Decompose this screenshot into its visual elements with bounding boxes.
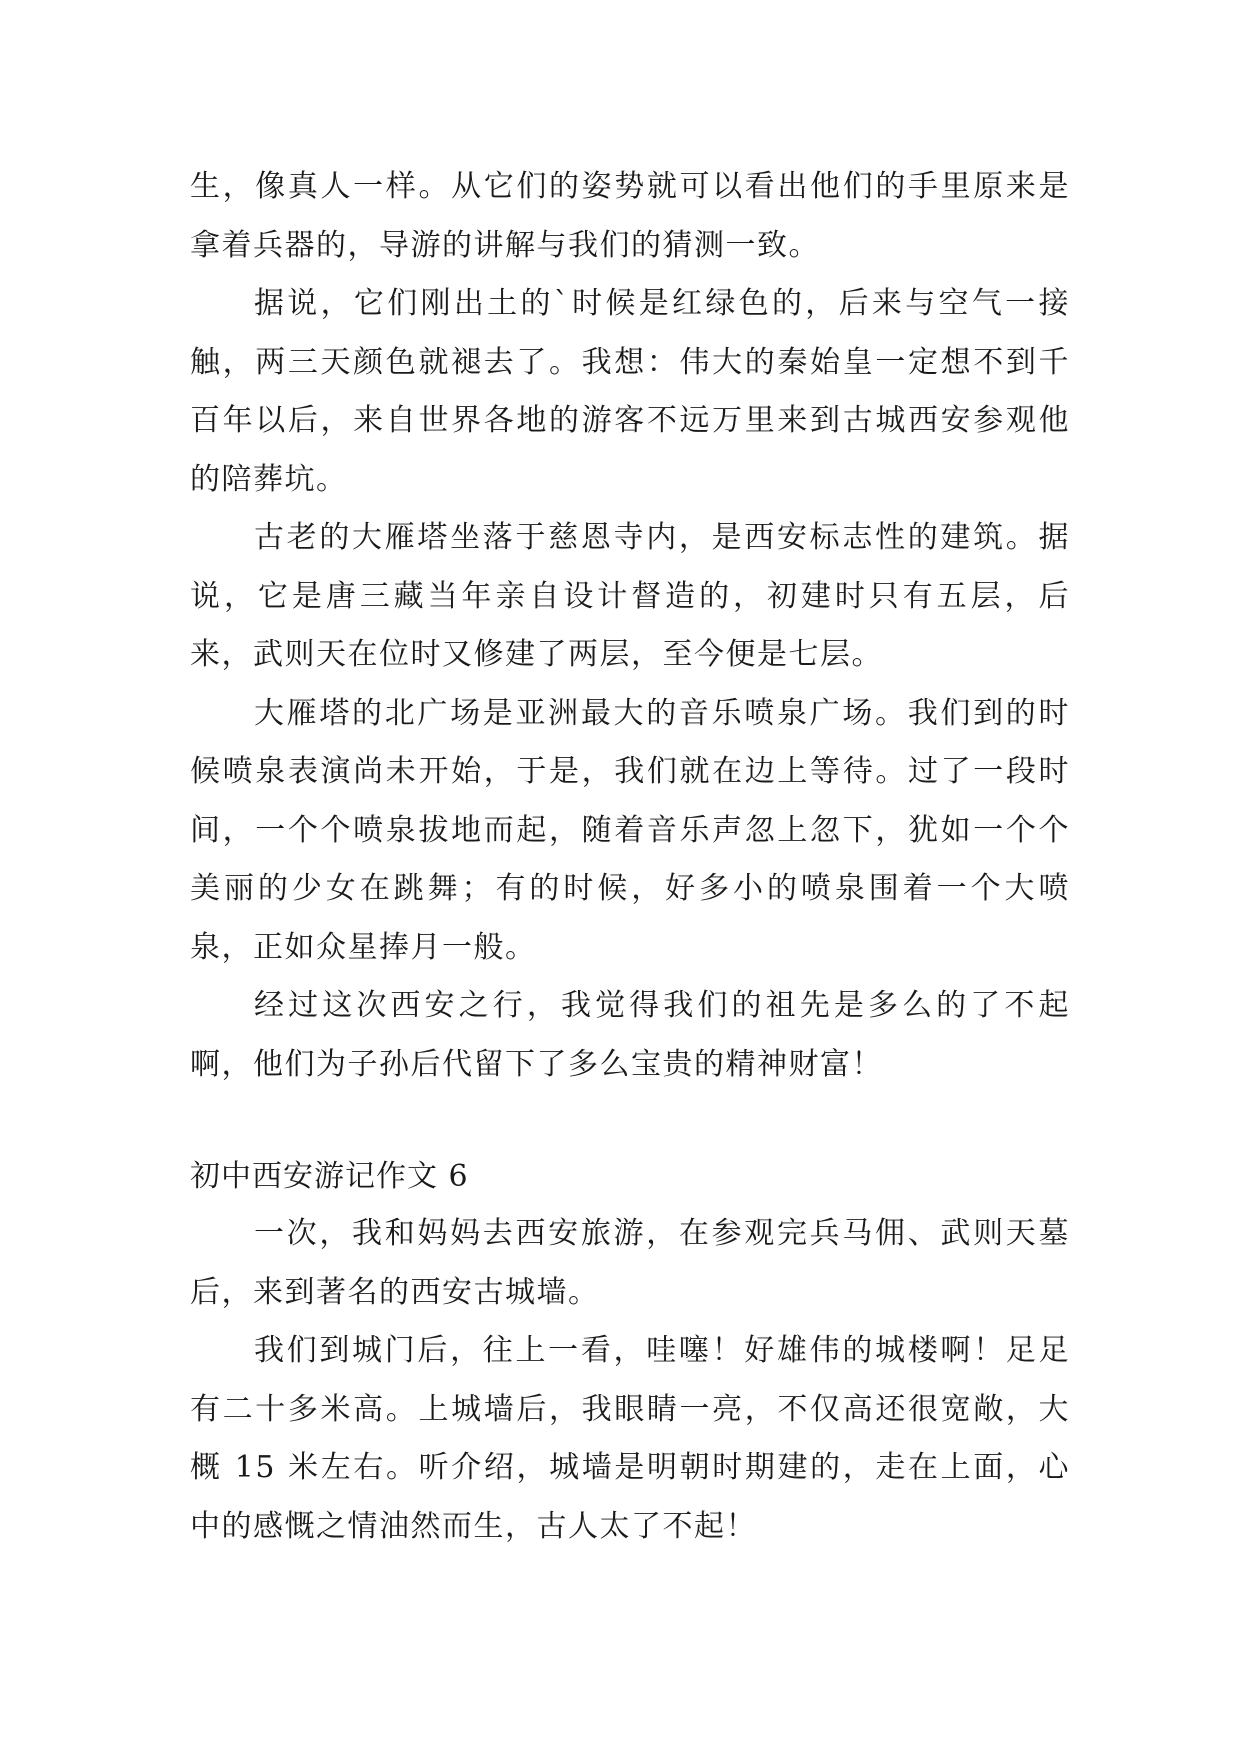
paragraph-continuation: 生，像真人一样。从它们的姿势就可以看出他们的手里原来是拿着兵器的，导游的讲解与我们的猜测一致。 [190,169,1070,263]
paragraph-terracotta-color: 据说，它们刚出土的`时候是红绿色的，后来与空气一接触，两三天颜色就褪去了。我想：伟大的秦始皇一定想不到千百年以后，来自世界各地的游客不远万里来到古城西安参观他的陪葬坑。 [190,286,1070,497]
document-body-part1 [190,158,1070,1094]
paragraph-trip-intro: 一次，我和妈妈去西安旅游，在参观完兵马佣、武则天墓后，来到著名的西安古城墙。 [190,1216,1070,1310]
document-body-part2 [190,1205,1070,1556]
paragraph-city-wall: 我们到城门后，往上一看，哇噻！好雄伟的城楼啊！足足有二十多米高。上城墙后，我眼睛一亮，不仅高还很宽敞，大概 15 米左右。听介绍，城墙是明朝时期建的，走在上面，心中的感慨之情油然而生，古人太了不起！ [190,1333,1070,1544]
section-title: 初中西安游记作文 6 [190,1159,469,1194]
paragraph-music-fountain: 大雁塔的北广场是亚洲最大的音乐喷泉广场。我们到的时候喷泉表演尚未开始，于是，我们就在边上等待。过了一段时间，一个个喷泉拔地而起，随着音乐声忽上忽下，犹如一个个美丽的少女在跳舞；有的时候，好多小的喷泉围着一个大喷泉，正如众星捧月一般。 [190,695,1070,965]
paragraph-big-wild-goose-pagoda: 古老的大雁塔坐落于慈恩寺内，是西安标志性的建筑。据说，它是唐三藏当年亲自设计督造的，初建时只有五层，后来，武则天在位时又修建了两层，至今便是七层。 [190,520,1070,672]
paragraph-conclusion: 经过这次西安之行，我觉得我们的祖先是多么的了不起啊，他们为子孙后代留下了多么宝贵的精神财富！ [190,988,1070,1082]
